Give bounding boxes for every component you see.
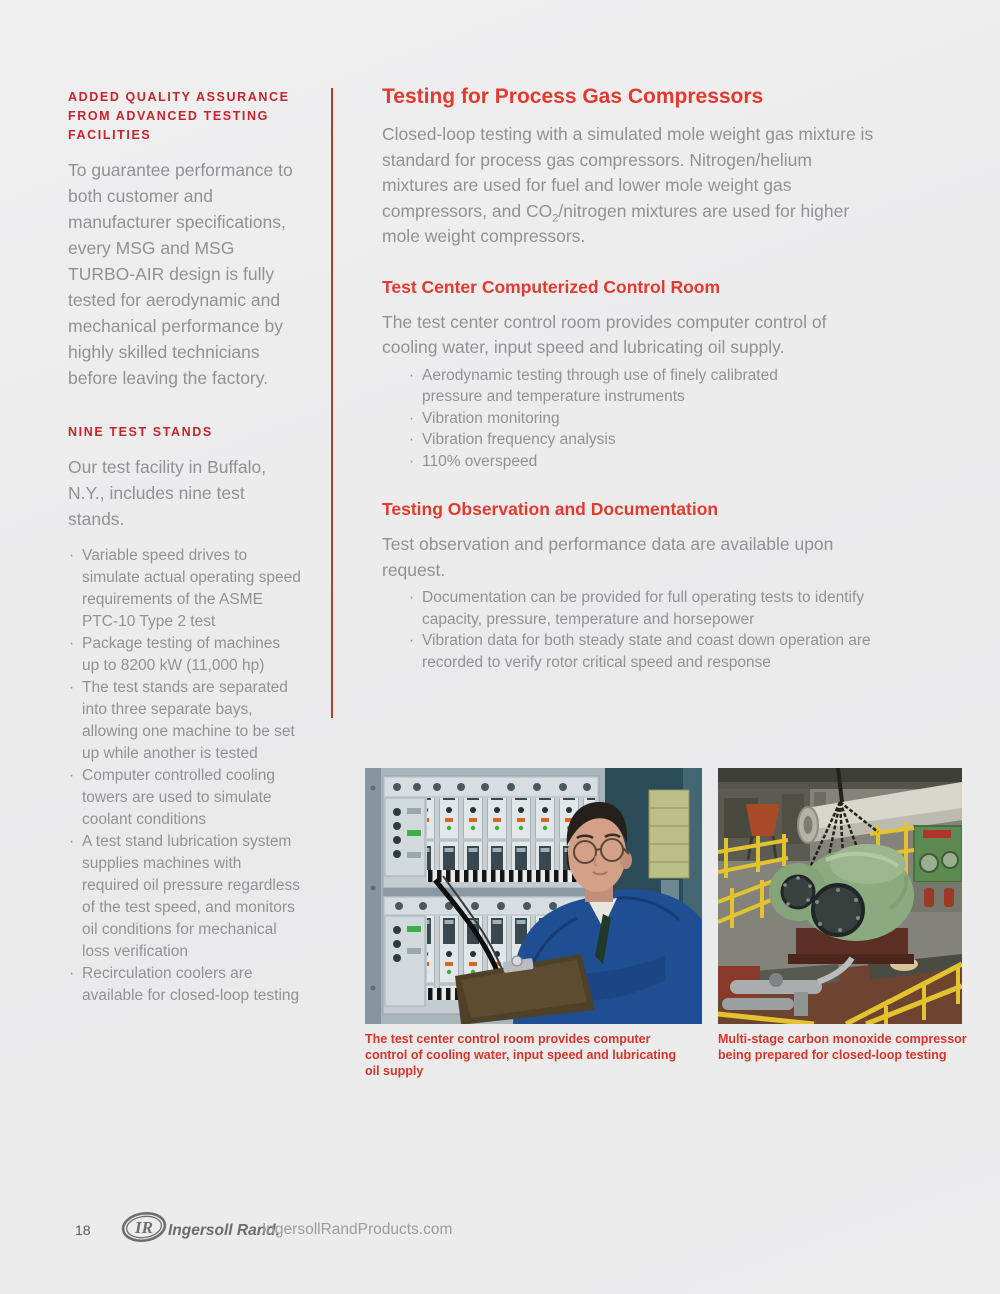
list-item	[408, 429, 800, 451]
bullet-text: Computer controlled cooling towers are used to simulate coolant conditions	[82, 767, 275, 828]
logo-monogram: IR	[135, 1218, 153, 1237]
list-item	[68, 765, 301, 831]
ingersoll-rand-logo-icon	[121, 1209, 167, 1245]
bullet-dot: ·	[409, 589, 415, 606]
bullet-dot: ·	[409, 409, 415, 427]
bullet-text: Variable speed drives to simulate actual operating speed requirements of the ASME PTC-10 Type 2 test	[82, 547, 301, 630]
list-item	[68, 633, 301, 677]
sidebar-paragraph-test-stands: Our test facility in Buffalo, N.Y., includes nine test stands.	[68, 457, 267, 529]
list-item	[68, 545, 301, 633]
page-number: 18	[75, 1222, 91, 1238]
main-column	[382, 84, 882, 673]
sidebar-heading-test-stands: NINE TEST STANDS	[68, 425, 213, 439]
bullet-dot: ·	[69, 833, 75, 850]
bullet-dot: ·	[69, 767, 75, 784]
observation-bullet-list	[408, 587, 908, 673]
sidebar-paragraph-quality: To guarantee performance to both customer and manufacturer specifications, every MSG and MSG TURBO-AIR design is fully tested for aerodynamic and mechanical performance by highly skilled technicians before leaving the factory.	[68, 160, 293, 388]
sidebar-heading-quality: ADDED QUALITY ASSURANCE FROM ADVANCED TESTING FACILITIES	[68, 90, 290, 142]
caption-compressor: Multi-stage carbon monoxide compressor being prepared for closed-loop testing	[718, 1032, 967, 1062]
bullet-text: Package testing of machines up to 8200 kW (11,000 hp)	[82, 635, 281, 674]
control-room-bullet-list	[408, 365, 800, 473]
bullet-dot: ·	[69, 635, 75, 652]
brand-name: Ingersoll Rand.	[168, 1222, 280, 1239]
co2-subscript: 2	[552, 212, 559, 224]
photo-control-room	[365, 768, 702, 1024]
section-paragraph-observation: Test observation and performance data are available upon request.	[382, 534, 834, 580]
section-heading-observation: Testing Observation and Documentation	[382, 499, 719, 519]
intro-text-part: /nitrogen mixtures are used for higher mole weight compressors.	[382, 200, 850, 246]
bullet-text: Recirculation coolers are available for closed-loop testing	[82, 965, 300, 1004]
page-title: Testing for Process Gas Compressors	[382, 85, 764, 108]
website-url: IngersollRandProducts.com	[262, 1221, 453, 1238]
bullet-text: The test stands are separated into three separate bays, allowing one machine to be set up while another is tested	[82, 679, 295, 762]
section-heading-control-room: Test Center Computerized Control Room	[382, 276, 721, 297]
bullet-dot: ·	[69, 965, 75, 982]
bullet-dot: ·	[69, 679, 75, 696]
intro-paragraph	[382, 122, 882, 250]
sidebar-section-test-stands	[68, 423, 301, 1007]
green-drive-machine	[908, 826, 962, 912]
bullet-text: Aerodynamic testing through use of finely calibrated pressure and temperature instruments	[422, 366, 778, 405]
list-item	[408, 630, 908, 673]
photo-compressor	[718, 768, 962, 1024]
intro-text-part: Closed-loop testing with a simulated mole weight gas mixture is standard for process gas compressors. Nitrogen/helium mixtures are used for fuel and lower mole weight gas compressors, and CO	[382, 124, 874, 221]
caption-control-room: The test center control room provides computer control of cooling water, input speed and lubricating oil supply	[365, 1032, 677, 1078]
list-item	[68, 677, 301, 765]
bullet-text: Vibration data for both steady state and coast down operation are recorded to verify rotor critical speed and response	[422, 632, 871, 671]
bullet-text: Documentation can be provided for full operating tests to identify capacity, pressure, temperature and horsepower	[422, 589, 865, 628]
bullet-text: Vibration monitoring	[422, 409, 560, 427]
bullet-dot: ·	[69, 547, 75, 564]
column-divider-rule	[331, 88, 333, 718]
list-item	[408, 587, 908, 630]
bullet-text: Vibration frequency analysis	[422, 431, 616, 448]
list-item	[408, 451, 800, 473]
section-paragraph-control-room: The test center control room provides computer control of cooling water, input speed and lubricating oil supply.	[382, 311, 827, 357]
list-item	[68, 963, 301, 1007]
list-item	[408, 408, 800, 430]
list-item	[68, 831, 301, 963]
bullet-text: 110% overspeed	[422, 452, 538, 470]
bullet-dot: ·	[409, 632, 415, 649]
bullet-dot: ·	[409, 431, 415, 448]
bullet-dot: ·	[409, 452, 415, 470]
list-item	[408, 365, 800, 408]
bullet-text: A test stand lubrication system supplies machines with required oil pressure regardless of the test speed, and monitors oil conditions for mechanical loss verification	[82, 833, 300, 960]
sidebar-bullet-list	[68, 545, 301, 1007]
sidebar-column	[68, 88, 301, 1007]
bullet-dot: ·	[409, 366, 415, 384]
